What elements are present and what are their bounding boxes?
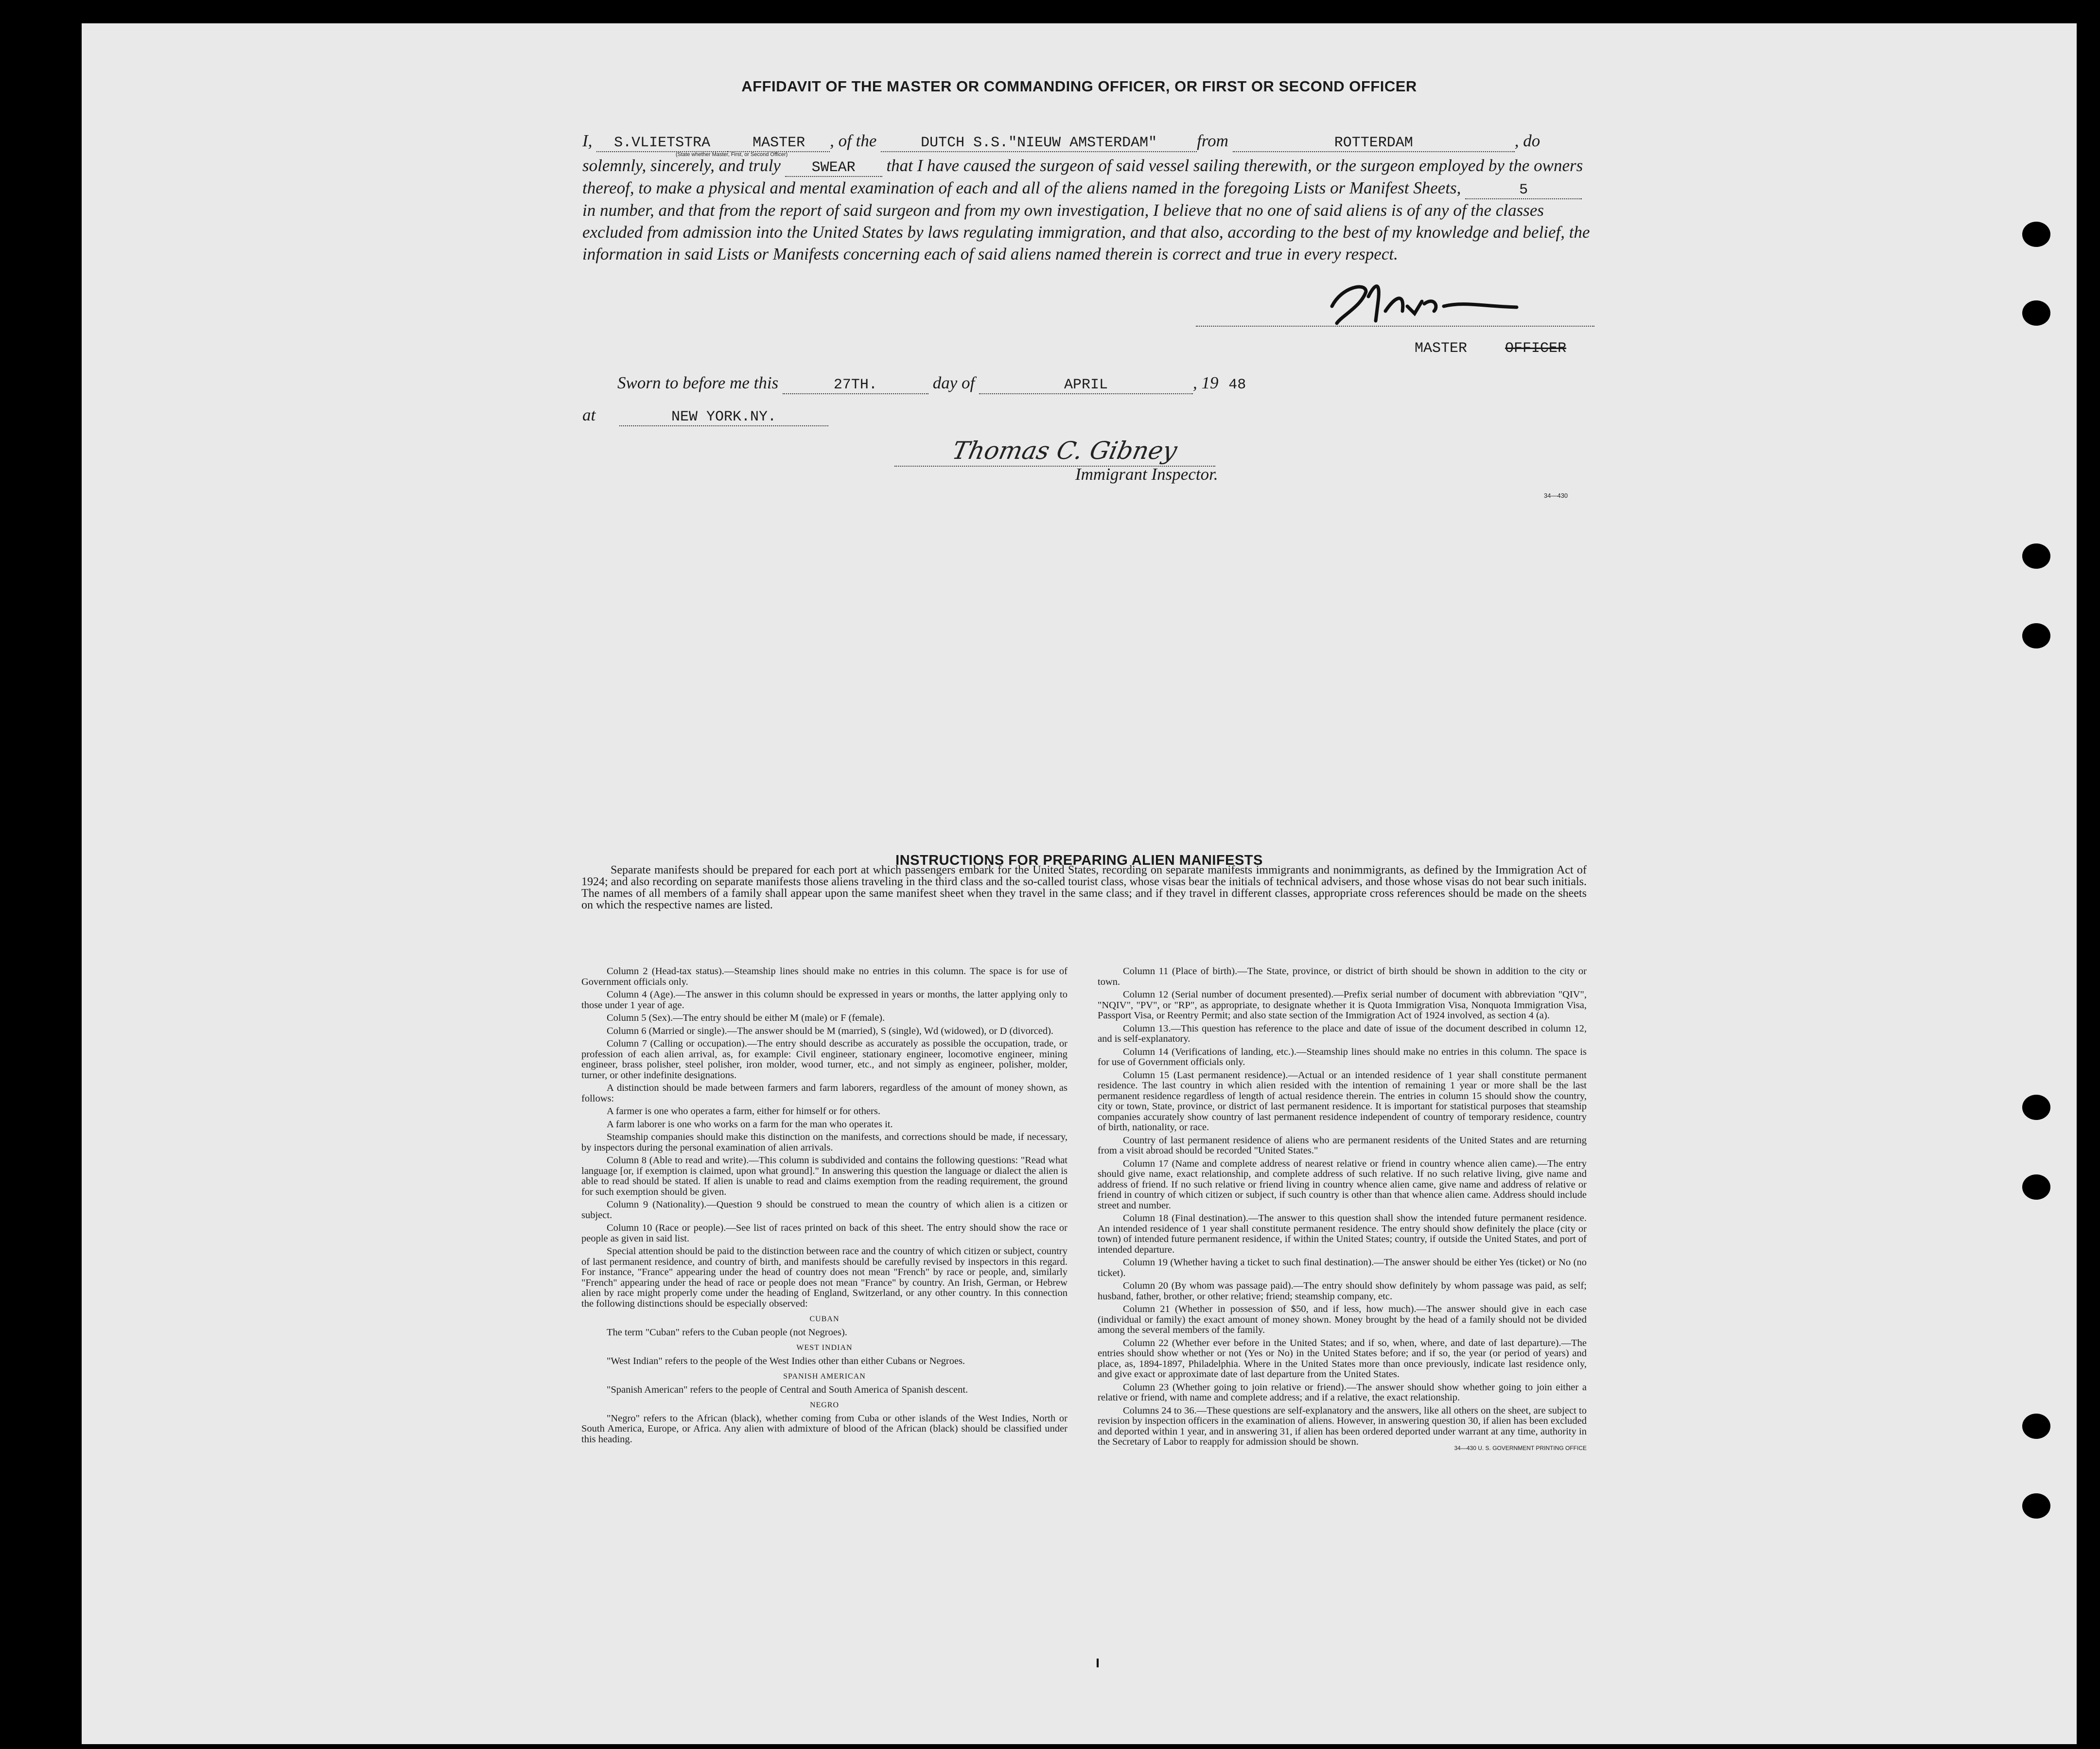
right-paragraph: Column 15 (Last permanent residence).—Actual or an intended residence of 1 year shall constitute permanent residence. The last country in which alien resided with the intention of remaining 1 year or more shall be the last permanent residence regardless of length of actual residence therein. The entries in column 15 should show the country, city or town, State, province, or district of last permanent residence. It is important for statistical purposes that steamship companies accurately show country of last permanent residence independent of country of temporary residence, country of birth, nationality, or race. bbox=[1098, 1069, 1587, 1133]
rank-note: (State whether Master, First, or Second Officer) bbox=[676, 152, 788, 157]
printing-imprint: 34—430 U. S. GOVERNMENT PRINTING OFFICE bbox=[1454, 1444, 1587, 1452]
west-indian-text: "West Indian" refers to the people of the West Indies other than either Cubans or Negroes. bbox=[607, 1355, 965, 1366]
left-paragraph: Column 2 (Head-tax status).—Steamship lines should make no entries in this column. The space is for use of Government officials only. bbox=[581, 966, 1068, 987]
affidavit-line-1 bbox=[582, 131, 1540, 152]
left-paragraph: Special attention should be paid to the distinction between race and the country of which citizen or subject, country of last permanent residence, and country of birth, and manifests should be carefully revised by inspectors in this regard. For instance, "France" appearing under the head of country does not mean "French" by race or people, and, similarly "French" appearing under the head of race or people does not mean "France" by country. An Irish, German, or Hebrew alien by race might properly come under the heading of England, Switzerland, or any other country. In this connection the following distinctions should be especially observed: bbox=[581, 1246, 1068, 1309]
rank-field: MASTER bbox=[728, 135, 830, 152]
left-paragraph: Column 6 (Married or single).—The answer should be M (married), S (single), Wd (widowed), or D (divorced). bbox=[607, 1025, 1054, 1036]
left-paragraph: Steamship companies should make this distinction on the manifests, and corrections should be made, if necessary, by inspectors during the personal examination of alien arrivals. bbox=[581, 1132, 1068, 1153]
affidavit-text-1: that I have caused the surgeon of said vessel sailing therewith, or the surgeon employed by the owners thereof, to make a physical and mental examination of each and all of the aliens named in the foregoing Lists or Manifest Sheets, bbox=[582, 156, 1583, 197]
sworn-row bbox=[617, 373, 1252, 394]
master-name-field: S.VLIETSTRA bbox=[596, 135, 728, 152]
punch-hole bbox=[2022, 1174, 2050, 1200]
negro-text: "Negro" refers to the African (black), whether coming from Cuba or other islands of the West Indies, North or South America, Europe, or Africa. Any alien with admixture of blood of the African (black) should be classified under this heading. bbox=[581, 1413, 1068, 1445]
instructions-title: INSTRUCTIONS FOR PREPARING ALIEN MANIFESTS bbox=[895, 853, 1263, 868]
instructions-intro: Separate manifests should be prepared for each port at which passengers embark for the United States, recording on separate manifests immigrants and nonimmigrants, as defined by the Immigration Act of 1924; and also recording on separate manifests those aliens traveling in the third class and the so-called tourist class, whose visas bear the initials of technical advisers, and those whose visas do not bear such initials. The names of all members of a family shall appear upon the same manifest sheet when they travel in the same class; and if they travel in different classes, appropriate cross references should be made on the sheets on which the respective names are listed. bbox=[581, 864, 1587, 911]
right-paragraph: Column 17 (Name and complete address of nearest relative or friend in country whence alien came).—The entry should give name, exact relationship, and complete address of such relative. If no such relative living, give name and address of friend. If no such relative or friend living in country whence alien came, give name and address of relative or friend in country of which citizen or subject, if such country is other than that whence alien came. Address should include street and number. bbox=[1098, 1158, 1587, 1211]
at-label: at bbox=[582, 405, 596, 424]
inspector-signature: Thomas C. Gibney bbox=[949, 437, 1180, 465]
spanish-american-heading: SPANISH AMERICAN bbox=[783, 1372, 866, 1381]
master-signature bbox=[1322, 277, 1546, 331]
right-paragraph: Column 12 (Serial number of document presented).—Prefix serial number of document with abbreviation "QIV", "NQIV", "PV", or "RP", as appropriate, to designate whether it is Quota Immigration Visa, Nonquota Immigration Visa, Passport Visa, or Reentry Permit; and also state section of the Immigration Act of 1924 involved, as section 4 (a). bbox=[1098, 989, 1587, 1021]
left-paragraph: A farmer is one who operates a farm, either for himself or for others. bbox=[607, 1106, 880, 1117]
sworn-text: Sworn to before me this bbox=[617, 373, 779, 392]
left-paragraph: Column 9 (Nationality).—Question 9 should be construed to mean the country of which alien is a citizen or subject. bbox=[581, 1199, 1068, 1221]
right-paragraph: Column 20 (By whom was passage paid).—The entry should show definitely by whom passage was paid, as self; husband, father, brother, or other relative; friend; steamship company, etc. bbox=[1098, 1280, 1587, 1302]
left-paragraph: Column 7 (Calling or occupation).—The entry should describe as accurately as possible the occupation, trade, or profession of each alien arrival, as, for example: Civil engineer, stationary engineer, locomotive engineer, mining engineer, brass polisher, steel polisher, iron molder, wood turner, etc., and not simply as engineer, polisher, molder, turner, or other indefinite designations. bbox=[581, 1038, 1068, 1081]
right-paragraph: Column 21 (Whether in possession of $50, and if less, how much).—The answer should give in each case (individual or family) the exact amount of money shown. Money brought by the head of a family should not be divided among the several members of the family. bbox=[1098, 1304, 1587, 1335]
left-paragraph: Column 4 (Age).—The answer in this column should be expressed in years or months, the latter applying only to those under 1 year of age. bbox=[581, 989, 1068, 1011]
scan-mark bbox=[1097, 1659, 1099, 1667]
signature-line bbox=[1196, 326, 1594, 327]
cuban-text: The term "Cuban" refers to the Cuban people (not Negroes). bbox=[607, 1327, 847, 1338]
i-label: I, bbox=[582, 131, 593, 150]
form-number: 34—430 bbox=[1544, 492, 1568, 499]
from-label: from bbox=[1197, 131, 1228, 150]
punch-hole bbox=[2022, 1095, 2050, 1120]
signer-struck: OFFICER bbox=[1505, 340, 1567, 357]
right-paragraph: Country of last permanent residence of aliens who are permanent residents of the United States and are returning from a visit abroad should be recorded "United States." bbox=[1098, 1135, 1587, 1156]
sheet-count-field: 5 bbox=[1465, 182, 1582, 199]
left-column bbox=[581, 966, 1068, 1447]
right-paragraph: Column 18 (Final destination).—The answer to this question shall show the intended future permanent residence. An intended residence of 1 year shall constitute permanent residence. The entry should show definitely the place (city or town) of intended future permanent residence, if within the United States; country, if outside the United States, and port of intended departure. bbox=[1098, 1213, 1587, 1255]
day-of-label: day of bbox=[932, 373, 975, 392]
right-paragraph: Columns 24 to 36.—These questions are self-explanatory and the answers, like all others on the sheet, are subject to revision by inspection officers in the examination of aliens. However, in answering question 30, if alien has been excluded and deported within 1 year, and in answering 31, if alien has been ordered deported under warrant at any time, authority in the Secretary of Labor to reapply for admission should be shown. bbox=[1098, 1405, 1587, 1447]
right-paragraph: Column 14 (Verifications of landing, etc.).—Steamship lines should make no entries in this column. The space is for use of Government officials only. bbox=[1098, 1046, 1587, 1067]
oath-field: SWEAR bbox=[785, 159, 882, 177]
scan-mark bbox=[4, 382, 15, 402]
cuban-heading: CUBAN bbox=[809, 1315, 840, 1323]
spanish-american-text: "Spanish American" refers to the people of Central and South America of Spanish descent. bbox=[607, 1384, 968, 1395]
signer-title: MASTER bbox=[1415, 340, 1468, 357]
affidavit-body bbox=[582, 155, 1593, 265]
port-field: ROTTERDAM bbox=[1233, 135, 1515, 152]
right-paragraph: Column 23 (Whether going to join relative or friend).—The answer should show whether going to join either a relative or friend, with name and complete address; and if a relative, the exact relationship. bbox=[1098, 1382, 1587, 1403]
year-field: 48 bbox=[1228, 377, 1246, 393]
right-paragraph: Column 19 (Whether having a ticket to such final destination).—The answer should be either Yes (ticket) or No (no ticket). bbox=[1098, 1257, 1587, 1278]
left-paragraph: Column 10 (Race or people).—See list of races printed on back of this sheet. The entry should show the race or people as given in said list. bbox=[581, 1223, 1068, 1244]
left-paragraph: A distinction should be made between farmers and farm laborers, regardless of the amount of money shown, as follows: bbox=[581, 1083, 1068, 1104]
right-paragraph: Column 22 (Whether ever before in the United States; and if so, when, where, and date of last departure).—The entries should show whether or not (Yes or No) in the United States before; and if so, the year (or period of years) and place, as, 1894-1897, Philadelphia. Where in the United States more than once previously, indicate last residence only, and give exact or approximate date of last departure from the United States. bbox=[1098, 1337, 1587, 1380]
right-column bbox=[1098, 966, 1587, 1453]
punch-hole bbox=[2022, 222, 2050, 247]
place-field: NEW YORK.NY. bbox=[619, 409, 828, 426]
affidavit-text-2: in number, and that from the report of said surgeon and from my own investigation, I believe that no one of said aliens is of any of the classes excluded from admission into the United States by laws regulating immigration, and that also, according to the best of my knowledge and belief, the information in said Lists or Manifests concerning each of said aliens named therein is correct and true in every respect. bbox=[582, 201, 1590, 263]
punch-hole bbox=[2022, 1493, 2050, 1519]
punch-hole bbox=[2022, 623, 2050, 648]
punch-hole bbox=[2022, 543, 2050, 569]
right-paragraph: Column 13.—This question has reference to the place and date of issue of the document described in column 12, and is self-explanatory. bbox=[1098, 1023, 1587, 1044]
negro-heading: NEGRO bbox=[809, 1401, 840, 1409]
left-paragraph: A farm laborer is one who works on a farm for the man who operates it. bbox=[607, 1119, 893, 1130]
of-the-label: , of the bbox=[830, 131, 877, 150]
at-row bbox=[582, 405, 828, 426]
day-field: 27TH. bbox=[783, 377, 928, 394]
signer-title-row bbox=[1415, 340, 1566, 357]
month-field: APRIL bbox=[979, 377, 1193, 394]
punch-hole bbox=[2022, 300, 2050, 326]
year-prefix: , 19 bbox=[1192, 373, 1219, 392]
affidavit-title: AFFIDAVIT OF THE MASTER OR COMMANDING OFFICER, OR FIRST OR SECOND OFFICER bbox=[741, 78, 1417, 95]
inspector-title: Immigrant Inspector. bbox=[1075, 465, 1218, 484]
left-paragraph: Column 5 (Sex).—The entry should be either M (male) or F (female). bbox=[607, 1013, 885, 1023]
do-label: , do bbox=[1514, 131, 1540, 150]
vessel-field: DUTCH S.S."NIEUW AMSTERDAM" bbox=[881, 135, 1197, 152]
solemnly-text: solemnly, sincerely, and truly bbox=[582, 156, 781, 175]
left-paragraph: Column 8 (Able to read and write).—This column is subdivided and contains the following questions: "Read what language [or, if exemption is claimed, upon what ground]." In answering this question the language or dialect the alien is able to read should be stated. If alien is unable to read and claims exemption from the reading requirement, the ground for such exemption should be given. bbox=[581, 1155, 1068, 1197]
right-paragraph: Column 11 (Place of birth).—The State, province, or district of birth should be shown in addition to the city or town. bbox=[1098, 966, 1587, 987]
west-indian-heading: WEST INDIAN bbox=[796, 1344, 853, 1352]
punch-hole bbox=[2022, 1414, 2050, 1439]
